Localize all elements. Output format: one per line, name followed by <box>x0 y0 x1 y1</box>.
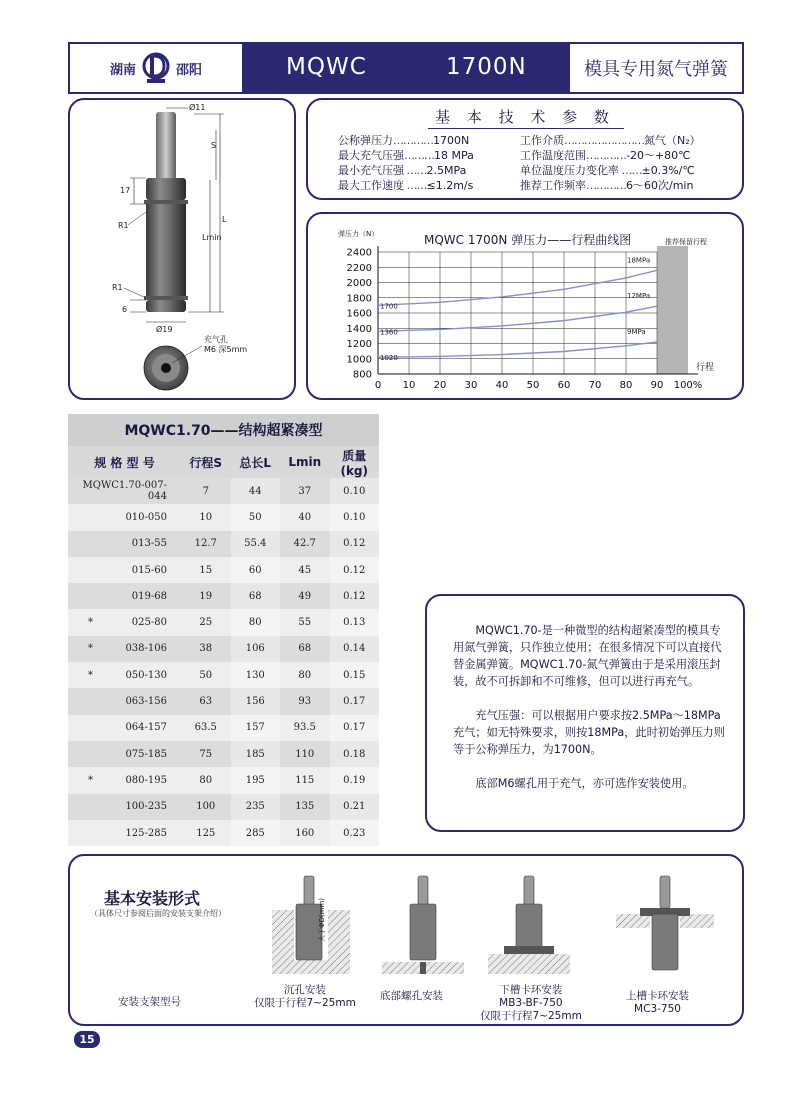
cell-model: MQWC1.70-007-044 <box>82 480 167 503</box>
table-body <box>68 478 379 846</box>
charging-port <box>161 363 171 373</box>
x-tick-label: 10 <box>402 380 416 391</box>
y-tick-label: 1600 <box>346 308 372 320</box>
page-header <box>68 42 744 94</box>
upper-groove-mount-illustration <box>610 870 720 980</box>
cell-length: 185 <box>231 741 281 767</box>
lower-groove-mount-illustration <box>486 870 576 980</box>
cell-stroke: 25 <box>199 617 213 629</box>
table-row <box>68 715 379 741</box>
header-length: 总长L <box>239 455 272 470</box>
install-option-1: 沉孔安装 仅限于行程7~25mm <box>254 984 356 1009</box>
cell-lmin: 45 <box>298 564 312 576</box>
install-option-4: 上槽卡环安装 MC3-750 <box>626 990 689 1015</box>
cell-length: 44 <box>231 478 281 504</box>
cell-model: 015-60 <box>131 564 167 576</box>
cell-lmin: 115 <box>295 774 315 786</box>
install-option-2: 底部螺孔安装 <box>380 990 443 1002</box>
x-tick-label: 50 <box>526 380 540 391</box>
spec-temp-coefficient: 单位温度压力变化率 ……±0.3%/℃ <box>520 164 695 177</box>
table-row <box>68 504 379 530</box>
x-tick-label: 100% <box>673 380 703 391</box>
dim-6: 6 <box>122 305 128 314</box>
cell-mass: 0.10 <box>330 478 380 504</box>
x-tick-label: 60 <box>557 380 571 391</box>
star-mark: * <box>88 617 93 629</box>
dim-stroke: S <box>211 141 217 150</box>
star-mark: * <box>88 774 93 786</box>
series-label: 9MPa <box>627 327 646 336</box>
series-start-label: 1020 <box>380 354 398 363</box>
table-row <box>68 820 379 846</box>
counterbore-mount-illustration <box>270 870 360 980</box>
cell-mass: 0.10 <box>330 504 380 530</box>
table-row <box>68 478 379 504</box>
cell-lmin: 135 <box>295 801 315 813</box>
cell-model: 063-156 <box>125 696 167 708</box>
x-tick-label: 40 <box>495 380 509 391</box>
spec-frequency: 推荐工作频率…………6～60次/min <box>520 179 694 192</box>
table-row <box>68 794 379 820</box>
header-model: 规 格 型 号 <box>94 455 155 470</box>
table-header <box>68 446 379 478</box>
cell-lmin: 42.7 <box>293 538 316 550</box>
cell-lmin: 49 <box>298 590 312 602</box>
cell-stroke: 80 <box>199 774 213 786</box>
city-left: 湖南 <box>109 62 136 78</box>
cell-model: 080-195 <box>125 774 167 786</box>
x-tick-label: 70 <box>588 380 602 391</box>
install-title: 基本安装形式 <box>104 889 201 908</box>
cell-mass: 0.19 <box>330 767 380 793</box>
cell-mass: 0.12 <box>330 557 380 583</box>
cell-lmin: 55 <box>298 617 312 629</box>
cell-mass: 0.18 <box>330 741 380 767</box>
chart-xlabel: 行程 <box>696 363 715 373</box>
shaded-region-label: 推荐保留行程 <box>665 238 707 246</box>
cell-lmin: 93.5 <box>293 722 316 734</box>
cell-mass: 0.14 <box>330 636 380 662</box>
cell-stroke: 63.5 <box>194 722 217 734</box>
cell-lmin: 40 <box>298 511 312 523</box>
cell-stroke: 125 <box>196 827 216 839</box>
star-mark: * <box>88 643 93 655</box>
dimension-drawing-panel <box>68 98 296 400</box>
desc-paragraph-2: 充气压强：可以根据用户要求按2.5MPa～18MPa充气；如无特殊要求，则按18MPa，此时初始弹压力则等于公称弹压力，为1700N。 <box>453 709 725 756</box>
table-row <box>68 531 379 557</box>
install-subtitle: （具体尺寸参阅后面的安装支架介绍） <box>90 909 226 918</box>
cell-stroke: 75 <box>199 748 213 760</box>
cell-length: 195 <box>231 767 281 793</box>
cell-stroke: 15 <box>199 564 213 576</box>
spec-min-pressure: 最小充气压强 ……2.5MPa <box>338 164 467 177</box>
cell-mass: 0.21 <box>330 794 380 820</box>
cell-lmin: 110 <box>295 748 315 760</box>
cell-lmin: 68 <box>298 643 312 655</box>
product-name: 模具专用氮气弹簧 <box>570 44 742 92</box>
series-line-18MPa <box>378 270 657 305</box>
cell-stroke: 7 <box>202 485 209 497</box>
install-option-3: 下槽卡环安装 MB3-BF-750 仅限于行程7~25mm <box>480 984 582 1022</box>
bracket-model-label: 安装支架型号 <box>118 996 181 1008</box>
cell-lmin: 80 <box>298 669 312 681</box>
dim-total-length: L <box>222 215 227 224</box>
port-label-1: 充气孔 <box>204 335 228 344</box>
cell-length: 55.4 <box>231 531 281 557</box>
table-row <box>68 662 379 688</box>
model-name: MQWC <box>286 54 367 80</box>
cylinder-body <box>146 204 186 300</box>
company-logo-icon <box>142 51 170 85</box>
cell-length: 157 <box>231 715 281 741</box>
cell-mass: 0.12 <box>330 583 380 609</box>
x-tick-label: 80 <box>619 380 633 391</box>
cell-length: 50 <box>231 504 281 530</box>
cell-model: 050-130 <box>125 669 167 681</box>
page-number: 15 <box>74 1031 100 1048</box>
header-mass: 质量(kg) <box>340 448 369 478</box>
dim-min-length: Lmin <box>202 233 222 242</box>
specs-panel <box>306 98 744 200</box>
x-tick-label: 30 <box>464 380 478 391</box>
series-line-9MPa <box>378 342 657 357</box>
spec-max-speed: 最大工作速度 ……≤1.2m/s <box>338 179 474 192</box>
x-tick-label: 90 <box>650 380 664 391</box>
min-hole-diameter-note: 大于ΦD(mm) <box>318 898 326 942</box>
header-stroke: 行程S <box>189 455 223 470</box>
cell-stroke: 38 <box>199 643 213 655</box>
star-mark: * <box>88 669 93 681</box>
x-tick-label: 0 <box>374 380 382 391</box>
cell-model: 025-80 <box>131 617 167 629</box>
y-tick-label: 1400 <box>346 323 372 335</box>
cell-mass: 0.17 <box>330 715 380 741</box>
header-lmin: Lmin <box>288 455 322 469</box>
dim-r1-bottom: R1 <box>112 283 123 292</box>
x-tick-label: 20 <box>433 380 447 391</box>
cell-model: 038-106 <box>125 643 167 655</box>
cell-length: 106 <box>231 636 281 662</box>
nominal-force: 1700N <box>446 54 527 80</box>
installation-panel <box>68 854 744 1026</box>
cell-lmin: 160 <box>295 827 315 839</box>
cell-stroke: 63 <box>199 696 213 708</box>
dim-r1-top: R1 <box>118 221 129 230</box>
cell-mass: 0.23 <box>330 820 380 846</box>
cell-model: 100-235 <box>125 801 167 813</box>
cell-stroke: 12.7 <box>194 538 217 550</box>
y-tick-label: 2000 <box>346 278 372 289</box>
brand-block <box>70 44 242 92</box>
cell-length: 285 <box>231 820 281 846</box>
cell-stroke: 10 <box>199 511 213 523</box>
table-row <box>68 557 379 583</box>
cell-model: 010-050 <box>125 511 167 523</box>
cell-model: 125-285 <box>125 827 167 839</box>
dim-body-diameter: Ø19 <box>156 325 173 334</box>
table-title: MQWC1.70——结构超紧凑型 <box>68 414 379 446</box>
table-row <box>68 583 379 609</box>
spec-max-pressure: 最大充气压强………18 MPa <box>338 149 474 162</box>
cell-length: 130 <box>231 662 281 688</box>
spring-dimension-drawing <box>70 100 298 402</box>
cell-model: 064-157 <box>125 722 167 734</box>
force-stroke-chart <box>308 214 742 398</box>
y-tick-label: 800 <box>352 369 372 381</box>
cell-mass: 0.17 <box>330 688 380 714</box>
port-label-2: M6 深5mm <box>204 345 248 354</box>
cell-length: 235 <box>231 794 281 820</box>
table-row <box>68 767 379 793</box>
spec-temperature: 工作温度范围…………-20～+80℃ <box>520 149 691 162</box>
series-start-label: 1700 <box>380 302 398 311</box>
specs-title: 基 本 技 术 参 数 <box>435 108 615 126</box>
cell-stroke: 19 <box>199 590 213 602</box>
force-stroke-chart-panel <box>306 212 744 400</box>
bottom-thread-mount-illustration <box>380 870 470 980</box>
cell-length: 68 <box>231 583 281 609</box>
table-row <box>68 609 379 635</box>
desc-paragraph-3: 底部M6螺孔用于充气，亦可选作安装使用。 <box>475 777 694 790</box>
y-tick-label: 1000 <box>346 354 372 366</box>
chart-title: MQWC 1700N 弹压力——行程曲线图 <box>424 233 632 247</box>
cell-length: 156 <box>231 688 281 714</box>
spec-table <box>68 414 379 846</box>
desc-paragraph-1: MQWC1.70-是一种微型的结构超紧凑型的模具专用氮气弹簧，只作独立使用；在很多情况下可以直接代替金属弹簧。MQWC1.70-氮气弹簧由于是采用滚压封装，故不可拆卸和不可维修，但可以进行再充气。 <box>453 624 722 688</box>
cell-mass: 0.13 <box>330 609 380 635</box>
cell-mass: 0.15 <box>330 662 380 688</box>
cell-mass: 0.12 <box>330 531 380 557</box>
city-right: 邵阳 <box>176 62 203 78</box>
y-tick-label: 2200 <box>346 262 372 274</box>
cell-length: 60 <box>231 557 281 583</box>
shaded-reserve-region <box>657 246 688 374</box>
description-text <box>453 622 725 809</box>
cell-lmin: 37 <box>298 485 312 497</box>
specs-title-underline <box>428 128 624 129</box>
cell-model: 019-68 <box>131 590 167 602</box>
table-row <box>68 688 379 714</box>
spec-medium: 工作介质……………………氮气（N₂） <box>520 134 701 147</box>
table-row <box>68 636 379 662</box>
cell-model: 013-55 <box>131 538 167 550</box>
series-start-label: 1360 <box>380 328 398 337</box>
dim-17: 17 <box>120 186 131 195</box>
description-panel <box>425 594 745 832</box>
series-label: 18MPa <box>627 256 651 265</box>
y-tick-label: 2400 <box>346 247 372 259</box>
cell-stroke: 100 <box>196 801 216 813</box>
series-line-12MPa <box>378 306 657 331</box>
cell-model: 075-185 <box>125 748 167 760</box>
y-tick-label: 1800 <box>346 293 372 305</box>
table-row <box>68 741 379 767</box>
cell-stroke: 50 <box>199 669 213 681</box>
cell-length: 80 <box>231 609 281 635</box>
spec-nominal-force: 公称弹压力…………1700N <box>338 134 470 147</box>
y-tick-label: 1200 <box>346 339 372 350</box>
cell-lmin: 93 <box>298 696 312 708</box>
series-label: 12MPa <box>627 292 651 301</box>
chart-ylabel: 弹压力（N） <box>338 230 379 238</box>
dim-rod-diameter: Ø11 <box>189 103 206 112</box>
piston-rod <box>156 112 176 180</box>
